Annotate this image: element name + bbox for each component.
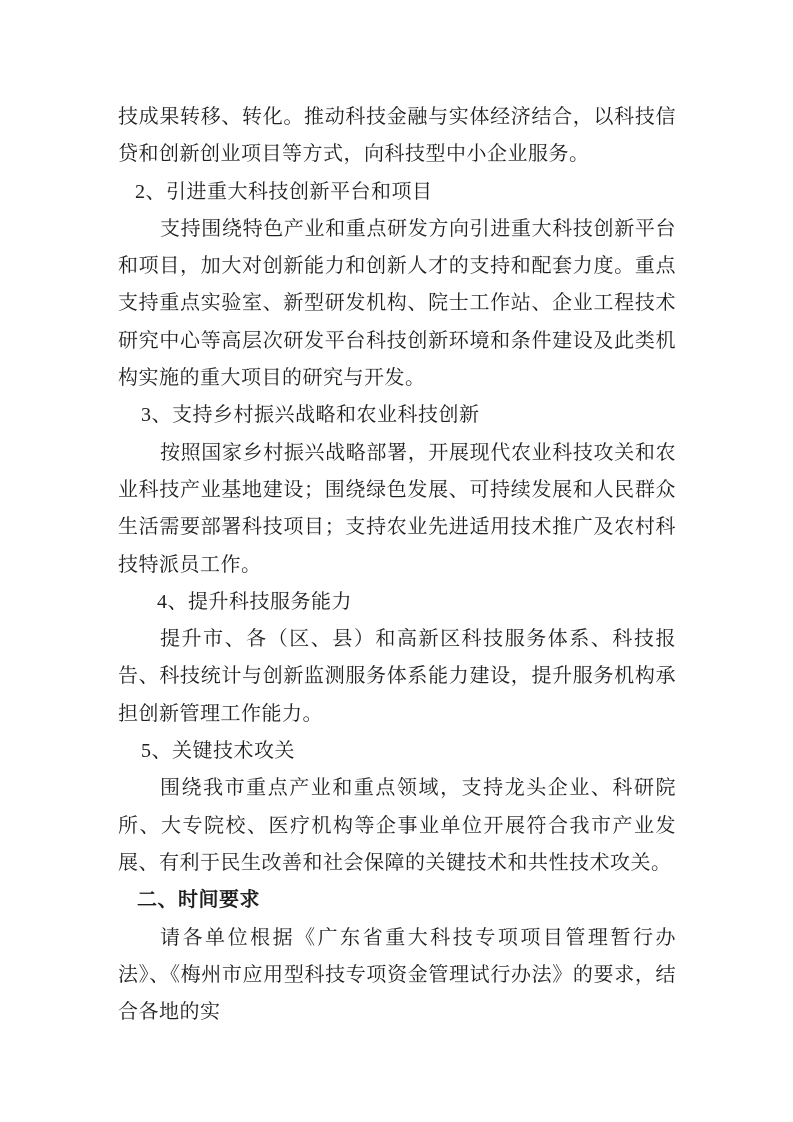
paragraph-item-4: 提升市、各（区、县）和高新区科技服务体系、科技报告、科技统计与创新监测服务体系能力建设，提升服务机构承担创新管理工作能力。: [118, 628, 676, 725]
paragraph-item-5: 围绕我市重点产业和重点领域，支持龙头企业、科研院所、大专院校、医疗机构等企事业单位开展符合我市产业发展、有利于民生改善和社会保障的关键技术和共性技术攻关。: [118, 777, 676, 874]
heading-item-5: 5、关键技术攻关: [141, 740, 295, 763]
paragraph-item-2: 支持围绕特色产业和重点研发方向引进重大科技创新平台和项目，加大对创新能力和创新人才的支持和配套力度。重点支持重点实验室、新型研发机构、院士工作站、企业工程技术研究中心等高层次研发平台科技创新环境和条件建设及此类机构实施的重大项目的研究与开发。: [118, 217, 676, 390]
heading-item-4: 4、提升科技服务能力: [157, 590, 352, 613]
paragraph-item-3: 按照国家乡村振兴战略部署，开展现代农业科技攻关和农业科技产业基地建设；围绕绿色发展、可持续发展和人民群众生活需要部署科技项目；支持农业先进适用技术推广及农村科技特派员工作。: [118, 441, 676, 576]
heading-item-3: 3、支持乡村振兴战略和农业科技创新: [141, 404, 480, 427]
paragraph-time-requirements: 请各单位根据《广东省重大科技专项项目管理暂行办法》、《梅州市应用型科技专项资金管理试行办法》的要求，结合各地的实: [118, 926, 676, 1024]
section-heading-time-requirements: 二、时间要求: [137, 889, 260, 912]
heading-item-2: 2、引进重大科技创新平台和项目: [135, 180, 433, 203]
paragraph-continuation: 技成果转移、转化。推动科技金融与实体经济结合，以科技信贷和创新创业项目等方式，向科技型中小企业服务。: [118, 106, 676, 166]
document-text-area: [118, 99, 676, 1031]
